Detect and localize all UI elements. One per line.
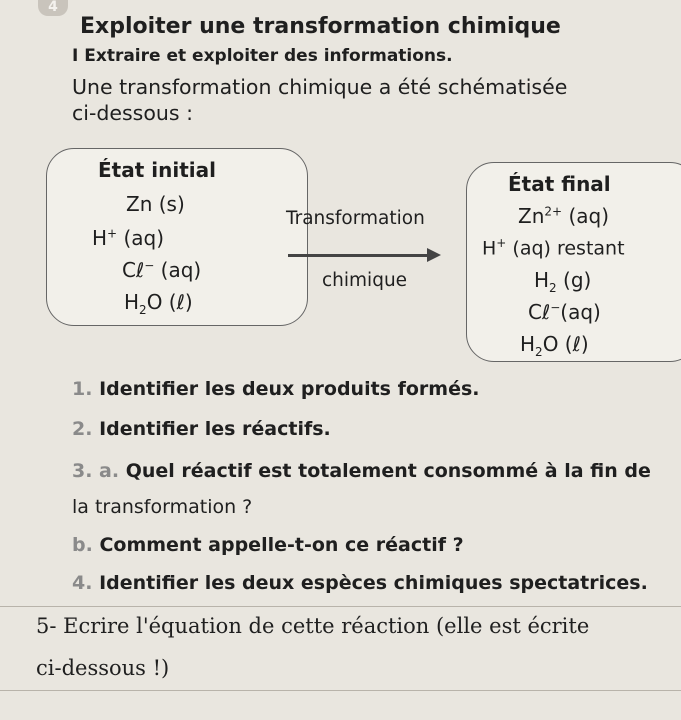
question-number: 4. xyxy=(72,572,93,594)
intro-text xyxy=(72,74,672,126)
species-symbol: H xyxy=(482,237,497,260)
final-species-h-plus xyxy=(482,236,625,259)
species-symbol: H xyxy=(534,268,550,292)
final-state-title: État final xyxy=(508,172,611,196)
species-symbol-rest: O xyxy=(146,290,163,314)
intro-line-1: Une transformation chimique a été schématisée xyxy=(72,75,568,99)
divider xyxy=(0,690,681,691)
final-species-zn2plus xyxy=(518,204,609,228)
species-symbol: H xyxy=(520,332,536,356)
question-2 xyxy=(72,418,331,440)
question-3a-line-2: la transformation ? xyxy=(72,496,253,518)
species-state: (ℓ) xyxy=(168,290,193,314)
species-charge: + xyxy=(107,226,118,241)
question-5-line-2: ci-dessous !) xyxy=(36,656,170,680)
question-number: b. xyxy=(72,534,93,556)
final-species-water xyxy=(520,332,589,359)
question-3a xyxy=(72,460,651,482)
initial-species-h-plus xyxy=(92,226,164,250)
species-state: (aq) restant xyxy=(512,237,625,260)
exercise-number-badge: 4 xyxy=(38,0,68,16)
species-state: (ℓ) xyxy=(564,332,589,356)
question-3b xyxy=(72,534,464,556)
exercise-title: Exploiter une transformation chimique xyxy=(80,14,561,39)
species-symbol: Cℓ xyxy=(528,300,551,324)
arrow-label-top: Transformation xyxy=(286,208,425,229)
species-subscript: 2 xyxy=(549,281,557,295)
species-subscript: 2 xyxy=(139,303,147,317)
question-number: 1. xyxy=(72,378,93,400)
question-text: Identifier les deux espèces chimiques spectatrices. xyxy=(99,572,648,594)
species-state: (aq) xyxy=(123,226,165,250)
species-subscript: 2 xyxy=(535,345,543,359)
species-charge: − xyxy=(550,300,561,315)
arrow-label-bottom: chimique xyxy=(322,270,408,291)
question-number: 2. xyxy=(72,418,93,440)
arrow-right-icon xyxy=(427,248,441,262)
transformation-arrow-line xyxy=(288,254,430,257)
intro-line-2: ci-dessous : xyxy=(72,101,193,125)
species-symbol-rest: O xyxy=(542,332,559,356)
species-charge: 2+ xyxy=(544,204,563,219)
final-species-h2 xyxy=(534,268,591,295)
species-charge: − xyxy=(144,258,155,273)
divider xyxy=(0,606,681,607)
species-symbol: Cℓ xyxy=(122,258,145,282)
question-4 xyxy=(72,572,648,594)
question-text-line-1: Quel réactif est totalement consommé à la fin de xyxy=(125,460,651,482)
species-state: (aq) xyxy=(560,300,601,324)
species-state: (aq) xyxy=(160,258,202,282)
species-state: (g) xyxy=(563,268,592,292)
species-symbol: H xyxy=(92,226,108,250)
species-state: (s) xyxy=(158,192,185,216)
species-symbol: Zn xyxy=(126,192,153,216)
species-symbol: H xyxy=(124,290,140,314)
species-charge: + xyxy=(496,236,507,250)
question-text: Comment appelle-t-on ce réactif ? xyxy=(99,534,464,556)
question-5-line-1: 5- Ecrire l'équation de cette réaction (elle est écrite xyxy=(36,614,590,638)
initial-species-zn xyxy=(126,192,185,216)
question-number: 3. a. xyxy=(72,460,120,482)
initial-state-title: État initial xyxy=(98,158,216,182)
final-species-chloride xyxy=(528,300,601,324)
section-subtitle: I Extraire et exploiter des informations. xyxy=(72,46,453,66)
question-1 xyxy=(72,378,480,400)
question-text: Identifier les deux produits formés. xyxy=(99,378,480,400)
initial-species-water xyxy=(124,290,193,317)
species-state: (aq) xyxy=(568,204,610,228)
question-text: Identifier les réactifs. xyxy=(99,418,331,440)
species-symbol: Zn xyxy=(518,204,545,228)
initial-species-chloride xyxy=(122,258,201,282)
